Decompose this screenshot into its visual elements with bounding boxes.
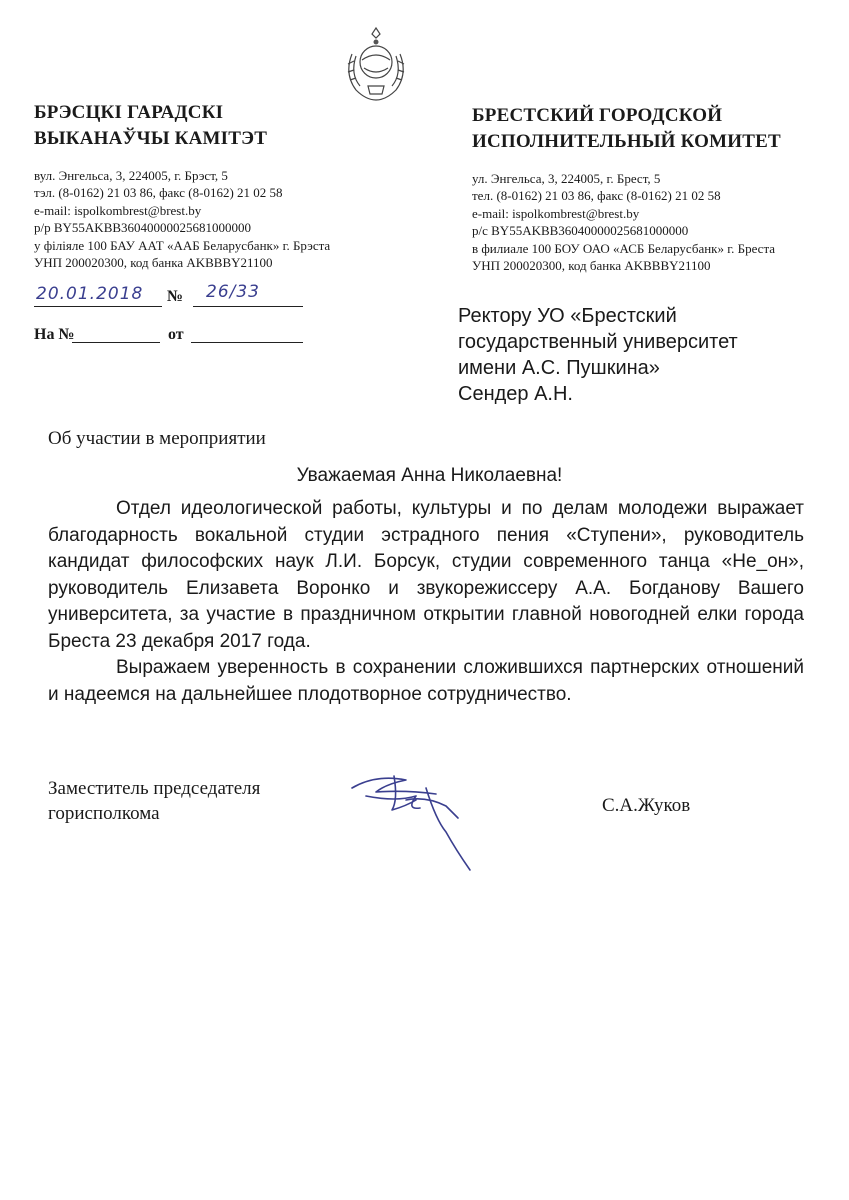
registration-number: 26/33	[206, 282, 260, 302]
org-title-russian	[472, 103, 781, 155]
requisite-line: ул. Энгельса, 3, 224005, г. Брест, 5	[472, 171, 661, 186]
signatory-title-line: Заместитель председателя	[48, 778, 261, 799]
reference-number-line	[72, 328, 160, 343]
body-paragraph: Отдел идеологической работы, культуры и по делам молодежи выражает благодарность вокальной студии эстрадного пения «Ступени», руководитель кандидат философских наук Л.И. Борсук, студии современного танца «Не_он», руководитель Елизавета Воронко и звукорежиссеру А.А. Богданову Вашего университета, за участие в праздничном открытии главной новогодней елки города Бреста 23 декабря 2017 года.	[48, 498, 804, 652]
addressee-line: Сендер А.Н.	[458, 383, 573, 405]
signatory-title	[48, 776, 260, 826]
addressee	[458, 303, 738, 407]
requisites-belarusian	[34, 167, 330, 271]
addressee-line: имени А.С. Пушкина»	[458, 357, 660, 379]
handwritten-signature-icon	[346, 770, 496, 880]
addressee-line: Ректору УО «Брестский	[458, 305, 677, 327]
letter-subject: Об участии в мероприятии	[48, 428, 266, 449]
org-title-line: ВЫКАНАЎЧЫ КАМІТЭТ	[34, 128, 268, 149]
requisite-line: в филиале 100 БОУ ОАО «АСБ Беларусбанк» г. Бреста	[472, 240, 776, 256]
belarus-emblem-icon	[338, 24, 414, 104]
org-title-belarusian	[34, 100, 267, 152]
letter-body	[48, 496, 804, 708]
requisite-line: тэл. (8-0162) 21 03 86, факс (8-0162) 21 02 58	[34, 185, 283, 201]
org-title-line: БРЕСТСКИЙ ГОРОДСКОЙ	[472, 105, 723, 126]
signatory-title-line: горисполкома	[48, 803, 160, 824]
requisite-line: тел. (8-0162) 21 03 86, факс (8-0162) 21 02 58	[472, 188, 721, 204]
requisite-line: р/р BY55AKBB36040000025681000000	[34, 220, 252, 236]
requisite-line: УНП 200020300, код банка AKBBBY21100	[472, 258, 711, 274]
requisite-line: УНП 200020300, код банка AKBBBY21100	[34, 255, 273, 271]
org-title-line: БРЭСЦКІ ГАРАДСКІ	[34, 102, 224, 123]
requisite-line: e-mail: ispolkombrest@brest.by	[472, 205, 640, 221]
org-title-line: ИСПОЛНИТЕЛЬНЫЙ КОМИТЕТ	[472, 131, 781, 152]
salutation: Уважаемая Анна Николаевна!	[296, 465, 563, 486]
requisite-line: р/с BY55AKBB36040000025681000000	[472, 223, 689, 239]
registration-number-label: №	[167, 288, 184, 305]
requisite-line: вул. Энгельса, 3, 224005, г. Брэст, 5	[34, 168, 228, 183]
reference-date-label: от	[168, 326, 184, 343]
signatory-name: С.А.Жуков	[602, 795, 691, 816]
reference-number-label: На №	[34, 326, 75, 343]
addressee-line: государственный университет	[458, 331, 738, 353]
requisite-line: у філіяле 100 БАУ ААТ «ААБ Беларусбанк» г. Брэста	[34, 237, 331, 253]
body-paragraph: Выражаем уверенность в сохранении сложившихся партнерских отношений и надеемся на дальнейшее плодотворное сотрудничество.	[48, 657, 804, 705]
requisite-line: e-mail: ispolkombrest@brest.by	[34, 202, 202, 218]
requisites-russian	[472, 170, 775, 274]
registration-date: 20.01.2018	[36, 284, 144, 304]
reference-date-line	[191, 328, 303, 343]
